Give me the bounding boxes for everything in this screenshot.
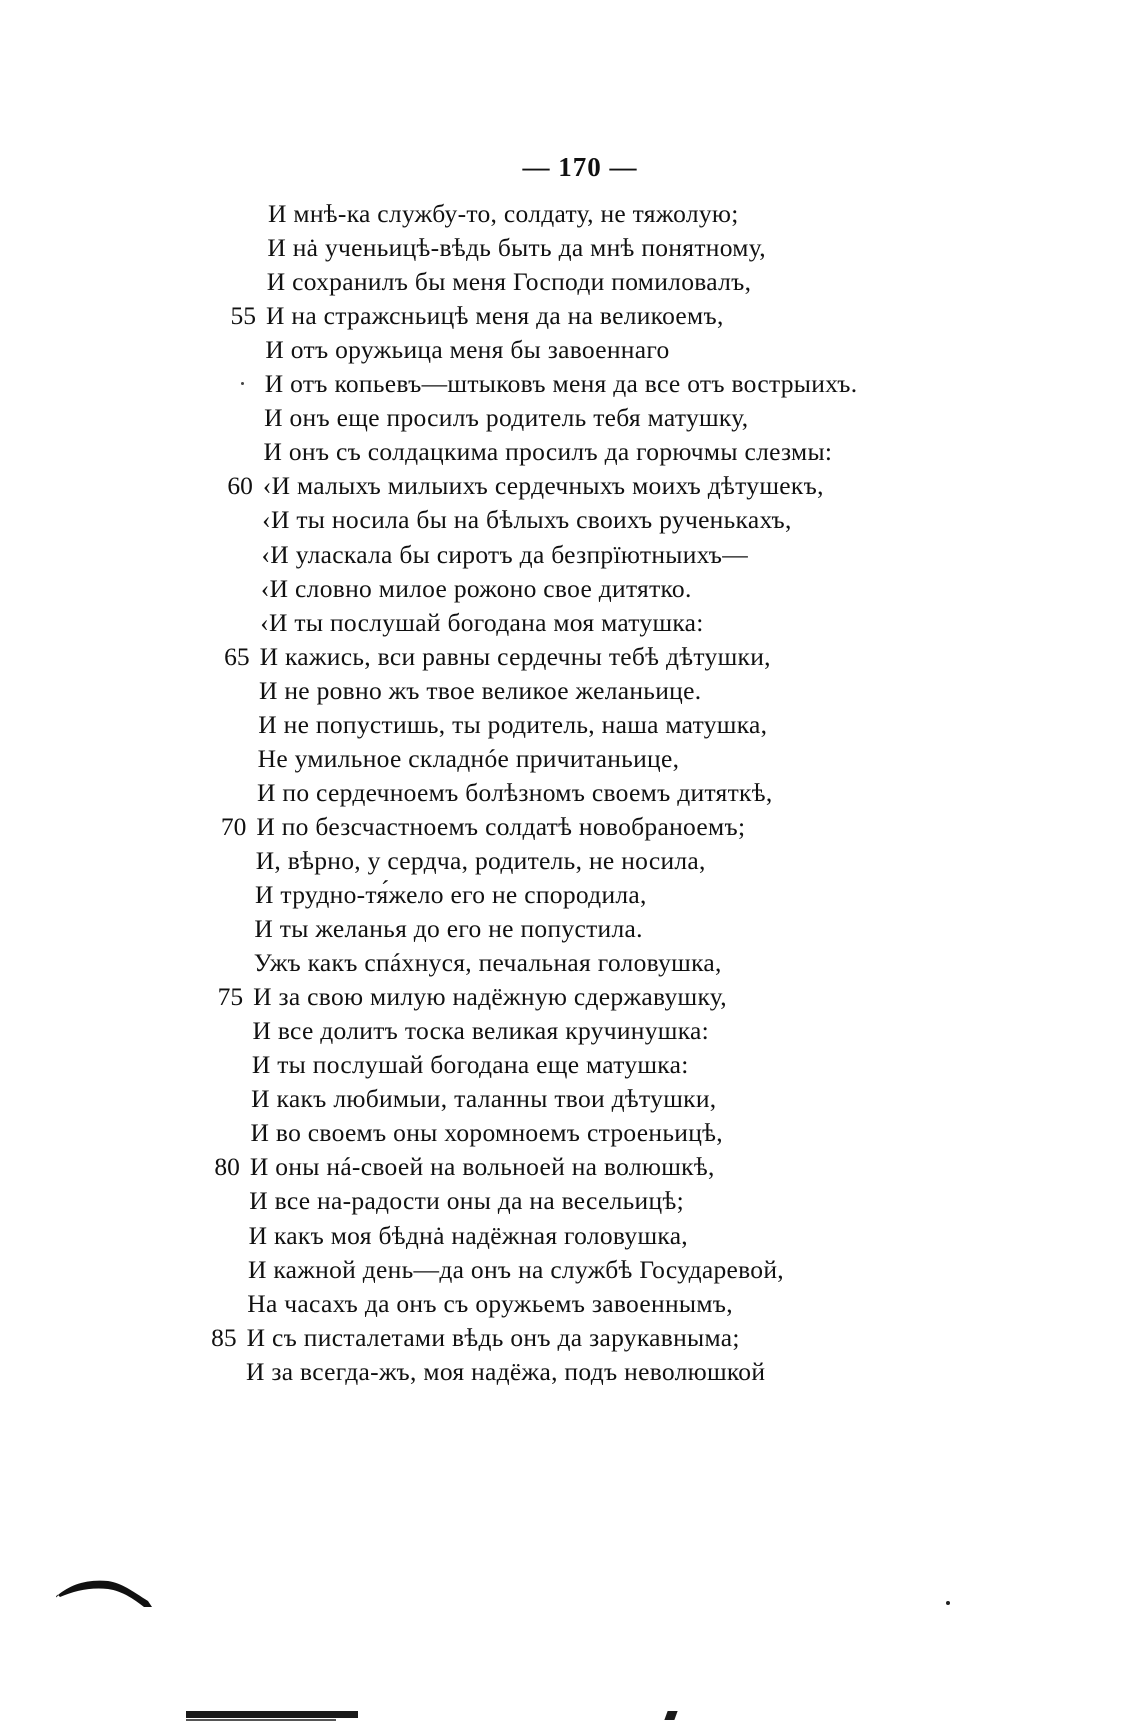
line-text: И все долитъ тоска великая кручинушка: bbox=[252, 1016, 710, 1046]
bottom-rule bbox=[186, 1711, 358, 1718]
line-text: И по сердечноемъ болѣзномъ своемъ дитяткѣ, bbox=[257, 777, 773, 807]
line-text: И онъ еще просилъ родитель тебя матушку, bbox=[264, 403, 749, 433]
bottom-tick-mark bbox=[664, 1711, 677, 1720]
line-number: 55 bbox=[230, 301, 257, 331]
line-number: 60 bbox=[227, 471, 253, 501]
line-number: 65 bbox=[224, 641, 250, 671]
line-text: И мнѣ-ка службу-то, солдату, не тяжолую; bbox=[268, 199, 739, 228]
line-text: И кажись, вси равны сердечны тебѣ дѣтушки, bbox=[259, 641, 771, 671]
line-text: И во своемъ оны хоромноемъ строеньицѣ, bbox=[250, 1118, 723, 1148]
line-text: И кажной день—да онъ на службѣ Государевой, bbox=[247, 1254, 784, 1284]
line-number: 70 bbox=[220, 811, 247, 841]
page-number: — 170 — bbox=[522, 152, 638, 182]
line-text: И нȧ ученьицѣ-вѣдь быть да мнѣ понятному, bbox=[267, 233, 766, 263]
line-text: ‹И ты послушай богодана моя матушка: bbox=[260, 607, 704, 637]
line-text: И отъ копьевъ—штыковъ меня да все отъ вострыихъ. bbox=[264, 369, 858, 399]
line-text: ‹И малыхъ милыихъ сердечныхъ моихъ дѣтушекъ, bbox=[262, 471, 824, 501]
line-text: И по безсчастноемъ солдатѣ новобраноемъ; bbox=[256, 811, 746, 841]
line-text: И трудно-тя́жело его не спородила, bbox=[255, 880, 647, 909]
line-text: И какъ моя бѣднȧ надёжная головушка, bbox=[248, 1220, 688, 1250]
line-number: 80 bbox=[214, 1152, 240, 1182]
line-text: ‹И уласкала бы сиротъ да безпрїютныихъ— bbox=[261, 539, 749, 569]
line-text: ‹И словно милое рожоно свое дитятко. bbox=[260, 573, 692, 603]
line-text: И ты желанья до его не попустила. bbox=[254, 914, 643, 944]
line-text: И ты послушай богодана еще матушка: bbox=[251, 1050, 689, 1080]
line-number: 75 bbox=[217, 982, 244, 1012]
line-text: И все на-радости оны да на весельицѣ; bbox=[249, 1186, 684, 1216]
ink-smudge-mark bbox=[56, 1573, 166, 1613]
line-number: 85 bbox=[211, 1322, 237, 1352]
line-text: И съ писталетами вѣдь онъ да зарукавныма; bbox=[246, 1322, 740, 1352]
line-text: И отъ оружьица меня бы завоеннаго bbox=[265, 335, 670, 365]
line-text: На часахъ да онъ съ оружьемъ завоеннымъ, bbox=[247, 1288, 733, 1318]
line-text: И сохранилъ бы меня Господи помиловалъ, bbox=[266, 267, 752, 297]
line-text: И на стражсньицѣ меня да на великоемъ, bbox=[266, 301, 724, 331]
line-text: И онъ съ солдацкима просилъ да горючмы слезмы: bbox=[263, 437, 833, 467]
bottom-rule-underline bbox=[186, 1719, 336, 1721]
margin-speck bbox=[241, 382, 244, 385]
line-text: И не попустишь, ты родитель, наша матушка, bbox=[258, 709, 768, 739]
line-text: И, вѣрно, у сердча, родитель, не носила, bbox=[255, 845, 706, 875]
line-text: И оны нá-своей на вольноей на волюшкѣ, bbox=[249, 1152, 715, 1182]
line-text: И не ровно жъ твое великое желаньице. bbox=[258, 675, 702, 705]
line-text: И какъ любимыи, таланны твои дѣтушки, bbox=[251, 1084, 717, 1114]
line-text: Ужъ какъ спáхнуся, печальная головушка, bbox=[253, 948, 722, 978]
line-text: И за всегда-жъ, моя надёжа, подъ неволюшкой bbox=[246, 1356, 766, 1386]
line-text: ‹И ты носила бы на бѣлыхъ своихъ рученькахъ, bbox=[262, 505, 792, 535]
stray-dot bbox=[946, 1601, 950, 1605]
line-text: И за свою милую надёжную сдержавушку, bbox=[253, 982, 727, 1012]
line-text: Не умильное складнóе причитаньице, bbox=[257, 743, 680, 773]
